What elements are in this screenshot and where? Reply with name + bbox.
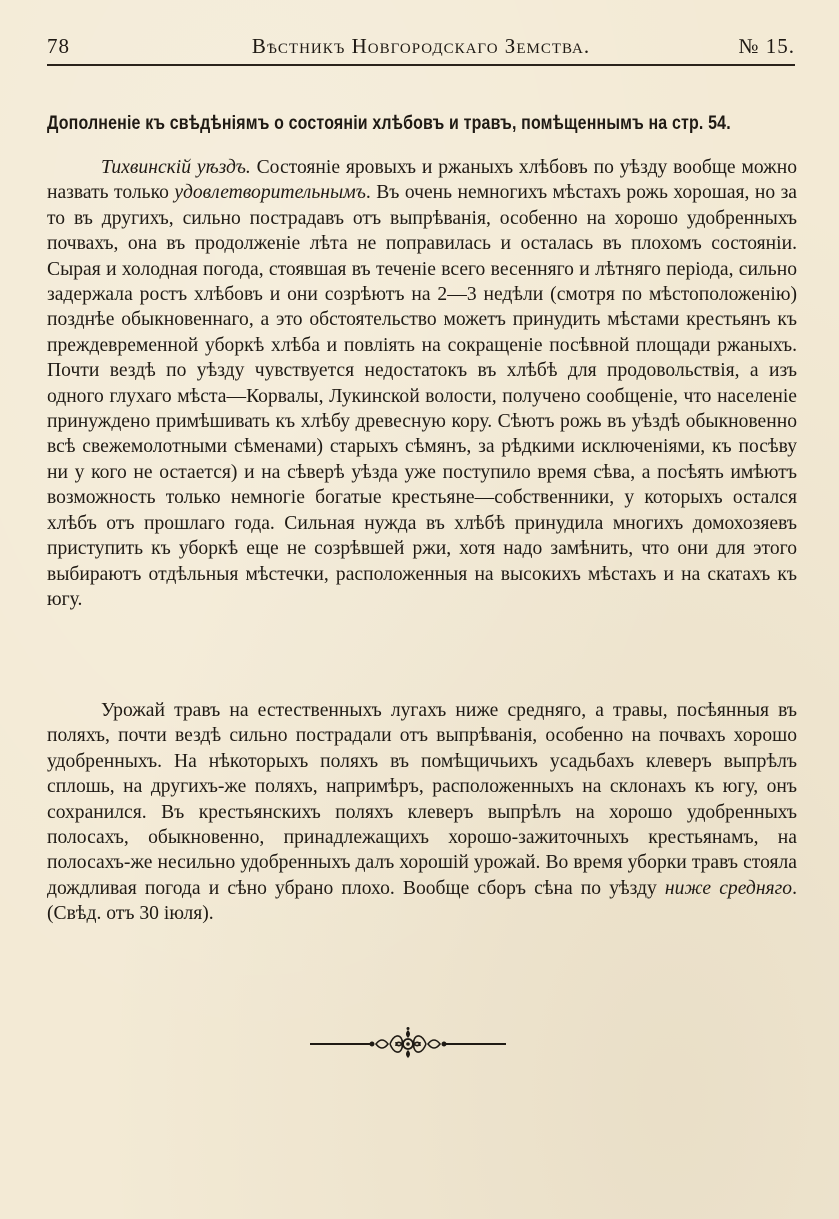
rating-word: удовлетворительнымъ — [174, 182, 366, 204]
district-lead: Тихвинскій уѣздъ. — [101, 157, 251, 178]
issue-number: № 15. — [738, 34, 795, 58]
paragraph-2-part-1: Урожай травъ на естественныхъ лугахъ ниже средняго, а травы, посѣянныя въ поляхъ, почти вездѣ сильно пострадали отъ выпрѣванія, особенно на почвахъ хорошо удобренныхъ. На нѣкоторыхъ поляхъ въ помѣщичьихъ усадьбахъ клеверъ выпрѣлъ сплошь, на другихъ-же поляхъ, напримѣръ, расположенныхъ на склонахъ къ югу, онъ сохранился. Въ крестьянскихъ поляхъ клеверъ выпрѣлъ на хорошо удобренныхъ полосахъ, обыкновенно, принадлежащихъ хорошо-зажиточныхъ крестьянамъ, на полосахъ-же несильно удобренныхъ далъ хорошій урожай. Во время уборки травъ стояла дождливая погода и сѣно убрано плохо. Вообще сборъ сѣна по уѣзду — [47, 700, 797, 899]
page-number: 78 — [47, 34, 70, 58]
hay-rating: ниже средняго — [664, 877, 793, 899]
paragraph-1-part-1: Состояніе яровыхъ и ржаныхъ хлѣбовъ по уѣзду вообще можно назвать только — [47, 157, 797, 204]
paragraph-2 — [47, 698, 797, 927]
paragraph-1-part-2: . Въ очень немногихъ мѣстахъ рожь хорошая, но за то въ другихъ, сильно пострадавъ отъ выпрѣванія, особенно на хорошо удобренныхъ почвахъ, она въ продолженіе лѣта не поправилась и осталась въ плохомъ состояніи. Сырая и холодная погода, стоявшая въ теченіе всего весенняго и лѣтняго періода, сильно задержала ростъ хлѣбовъ и они созрѣютъ на 2—3 недѣли (смотря по мѣстоположенію) позднѣе обыкновеннаго, а это обстоятельство можетъ принудить мѣстами крестьянъ къ преждевременной уборкѣ хлѣба и повліять на сокращеніе посѣвной площади ржаныхъ. Почти вездѣ по уѣзду чувствуется недостатокъ въ хлѣбѣ для продовольствія, а изъ одного глухаго мѣста—Корвалы, Лукинской волости, получено сообщеніе, что населеніе принуждено примѣшивать къ хлѣбу древесную кору. Сѣютъ рожь въ уѣздѣ обыкновенно всѣ свежемолотными сѣменами) старыхъ сѣмянъ, за рѣдкими исключеніями, къ посѣву ни у кого не остается) и на сѣверѣ уѣзда уже поступило время сѣва, а посѣять имѣютъ возможность только немногіе богатые крестьяне—собственники, у которыхъ остался хлѣбъ отъ прошлаго года. Сильная нужда въ хлѣбѣ принудила многихъ домохозяевъ приступить къ уборкѣ еще не созрѣвшей ржи, хотя надо замѣнить, что они для этого выбираютъ отдѣльныя мѣстечки, расположенныя на высокихъ мѣстахъ и на скатахъ къ югу. — [47, 182, 798, 610]
running-header — [47, 34, 795, 64]
paragraph-1 — [47, 155, 797, 612]
tailpiece-ornament-icon — [308, 1026, 508, 1062]
article-title: Дополненіе къ свѣдѣніямъ о состояніи хлѣбовъ и травъ, помѣщеннымъ на стр. 54. — [47, 113, 731, 134]
journal-title: Вѣстникъ Новгородскаго Земства. — [251, 34, 591, 58]
paragraph-2-part-2: . (Свѣд. отъ 30 іюля). — [47, 877, 797, 925]
header-rule — [47, 64, 795, 66]
